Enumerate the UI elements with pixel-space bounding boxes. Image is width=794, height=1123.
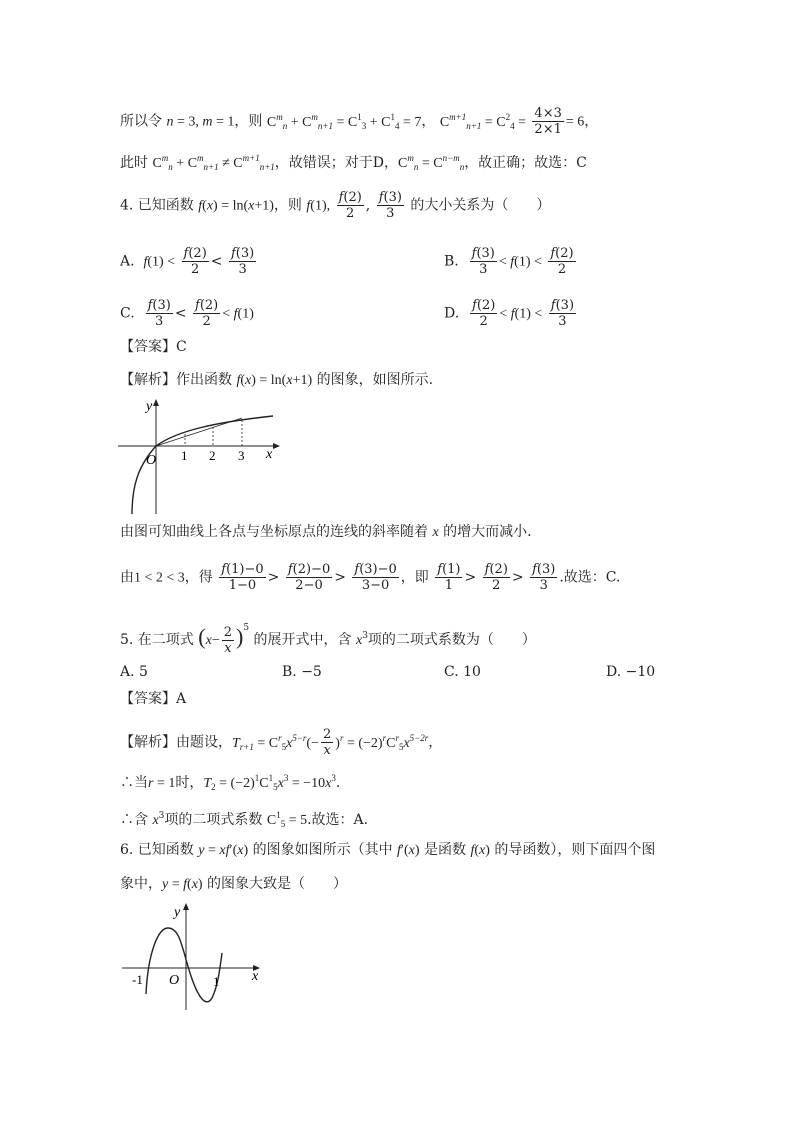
option-5B[interactable]: B. −5 [282, 664, 322, 680]
question-6b: 象中，y = f(x) 的图象大致是（ ） [120, 876, 348, 892]
option-4B[interactable]: B. $\frac{f(3)}{3}$ < f(1) < $\frac{f(2)}{2}$ [444, 246, 574, 277]
y-label: y [146, 399, 153, 414]
analysis-5b: ∴当r = 1时，$T_2 = (-2)^1C^1_5x^3 = -10x^3$. [120, 773, 341, 792]
y-label: y [174, 905, 181, 920]
x-label: x [266, 447, 273, 462]
option-4A[interactable]: A. f(1) < $\frac{f(2)}{2}$ < $\frac{f(3)}{3}$ [120, 246, 255, 277]
x-label: x [252, 969, 259, 984]
analysis-5a: 【解析】由题设，$T_{r+1} = C^r_5x^{5-r}(-$ $\frac{2}{x}$ )$^r = (-2)^rC^r_5x^{5-2r}$， [120, 727, 443, 758]
analysis-4: 【解析】作出函数 f(x) = ln(x+1) 的图象，如图所示. [120, 372, 434, 388]
option-5A[interactable]: A. 5 [120, 664, 148, 680]
tick-neg-1: -1 [132, 972, 143, 987]
y-axis-arrow [153, 399, 159, 406]
option-4D[interactable]: D. $\frac{f(2)}{2}$ < f(1) < $\frac{f(3)}{3}$ [444, 298, 575, 329]
origin-label: O [169, 973, 180, 988]
question-5: 5. 在二项式 (x− $\frac{2}{x}$ )$^5$ 的展开式中，含 $x^3$项的二项式系数为（ ） [120, 623, 536, 656]
tick-2: 2 [209, 448, 216, 463]
question-6a: 6. 已知函数 y = xf′(x) 的图象如图所示（其中 f′(x) 是函数 f(x) 的导函数），则下面四个图 [120, 842, 656, 858]
x-axis-arrow [273, 443, 280, 449]
tick-1: 1 [213, 974, 220, 989]
analysis-4b: 由图可知曲线上各点与坐标原点的连线的斜率随着 x 的增大而减小. [120, 524, 532, 540]
y-axis-arrow [183, 903, 189, 910]
option-5C[interactable]: C. 10 [444, 664, 481, 680]
solution-line-1: 所以令 n = 3, m = 1，则 $C^m_n + C^m_{n+1} = C^1_3 + C^1_4 = 7$， $C^{m+1}_{n+1} = C^2_4$ = $\frac{4\times 3}{2\times 1}$ = 6， [120, 106, 599, 137]
answer-5: 【答案】A [120, 691, 187, 707]
tick-1: 1 [181, 448, 188, 463]
graph-ln-x-plus-1 [118, 396, 288, 516]
option-4C[interactable]: C. $\frac{f(3)}{3}$ < $\frac{f(2)}{2}$ < f(1) [120, 298, 254, 329]
graph-xf-prime [118, 898, 268, 1013]
solution-line-2: 此时 $C^m_n + C^m_{n+1} \ne C^{m+1}_{n+1}$，故错误；对于D，$C^m_n = C^{n-m}_n$，故正确；故选：C [120, 153, 587, 172]
analysis-5c: ∴含 $x^3$项的二项式系数 $C^1_5 = 5$.故选：A. [120, 810, 369, 829]
analysis-4c: 由1 < 2 < 3，得 $\frac{f(1)-0}{1-0}$ > $\frac{f(2)-0}{2-0}$ > $\frac{f(3)-0}{3-0}$ ，即 $\frac{f(1)}{1}$ > $\frac{f(2)}{2}$ > $\frac{f(3)}{3}$ .故选：C. [120, 562, 621, 593]
origin-label: O [146, 453, 157, 468]
option-5D[interactable]: D. −10 [606, 664, 656, 680]
chord-line [156, 418, 242, 446]
question-4: 4. 已知函数 f(x) = ln(x+1)，则 f(1), $\frac{f(2)}{2}$ , $\frac{f(3)}{3}$ 的大小关系为（ ） [120, 190, 551, 221]
tick-3: 3 [238, 448, 245, 463]
cubic-curve [146, 928, 222, 1002]
answer-4: 【答案】C [120, 339, 187, 355]
